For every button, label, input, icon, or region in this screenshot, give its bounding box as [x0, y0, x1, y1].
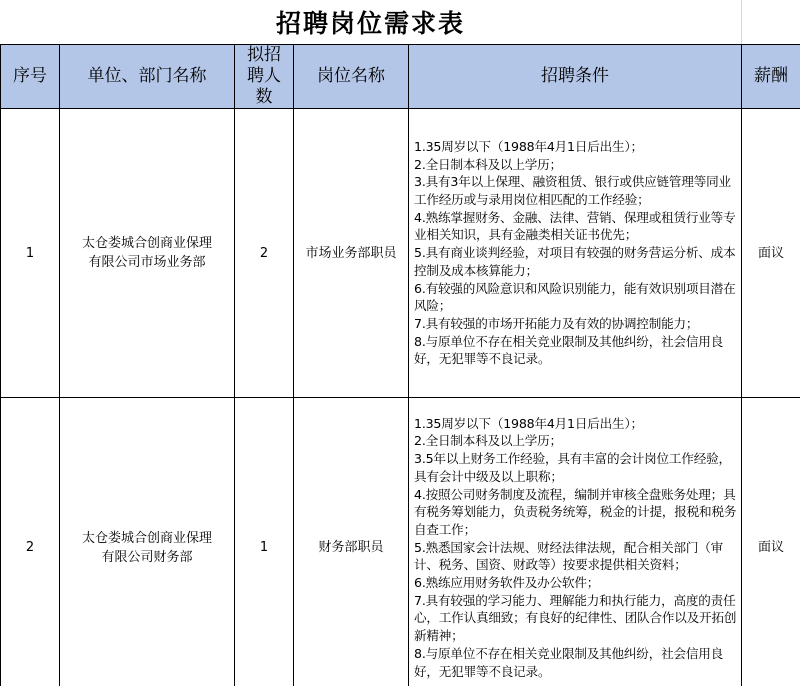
recruitment-table	[0, 44, 800, 686]
condition-line: 8.与原单位不存在相关竞业限制及其他纠纷，社会信用良好，无犯罪等不良记录。	[414, 645, 724, 679]
condition-line: 1.35周岁以下（1988年4月1日后出生）；	[414, 138, 643, 154]
condition-line: 5.熟悉国家会计法规、财经法律法规，配合相关部门（审计、税务、国资、财政等）按要求提供相关资料；	[414, 539, 724, 573]
condition-line: 3.具有3年以上保理、融资租赁、银行或供应链管理等同业工作经历或与录用岗位相匹配的工作经验；	[414, 174, 731, 208]
row-index: 2	[1, 398, 60, 686]
condition-line: 1.35周岁以下（1988年4月1日后出生）；	[414, 415, 643, 431]
condition-line: 5.具有商业谈判经验，对项目有较强的财务营运分析、成本控制及成本核算能力；	[414, 245, 736, 278]
row-conditions	[409, 398, 742, 686]
condition-line: 6.熟练应用财务软件及办公软件；	[414, 575, 600, 591]
condition-line: 4.按照公司财务制度及流程，编制并审核全盘账务处理；具有税务筹划能力，负责税务统筹，税金的计提，报税和税务自查工作；	[414, 486, 737, 537]
row-salary: 面议	[742, 398, 800, 686]
title-side-cell	[741, 0, 800, 44]
header-row	[1, 45, 800, 109]
table-row	[1, 398, 800, 686]
row-conditions	[409, 109, 742, 398]
row-count: 1	[235, 398, 294, 686]
condition-line: 8.与原单位不存在相关竞业限制及其他纠纷，社会信用良好，无犯罪等不良记录。	[414, 333, 724, 367]
condition-line: 3.5年以上财务工作经验，具有丰富的会计岗位工作经验，具有会计中级及以上职称；	[414, 451, 731, 484]
header-count: 拟招聘人数	[235, 45, 294, 109]
row-unit: 太仓娄城合创商业保理有限公司市场业务部	[60, 109, 235, 398]
header-conditions: 招聘条件	[409, 45, 742, 109]
header-position: 岗位名称	[294, 45, 409, 109]
row-index: 1	[1, 109, 60, 398]
table-row	[1, 109, 800, 398]
condition-line: 6.有较强的风险意识和风险识别能力，能有效识别项目潜在风险；	[414, 280, 736, 314]
header-index: 序号	[1, 45, 60, 109]
condition-line: 4.熟练掌握财务、金融、法律、营销、保理或租赁行业等专业相关知识，具有金融类相关证书优先；	[414, 209, 736, 243]
condition-line: 2.全日制本科及以上学历；	[414, 433, 562, 449]
row-salary: 面议	[742, 109, 800, 398]
condition-line: 7.具有较强的学习能力、理解能力和执行能力，高度的责任心，工作认真细致；有良好的纪律性、团队合作以及开拓创新精神；	[414, 592, 737, 644]
row-unit: 太仓娄城合创商业保理有限公司财务部	[60, 398, 235, 686]
row-position: 财务部职员	[294, 398, 409, 686]
row-count: 2	[235, 109, 294, 398]
condition-line: 2.全日制本科及以上学历；	[414, 156, 562, 172]
condition-line: 7.具有较强的市场开拓能力及有效的协调控制能力；	[414, 315, 699, 331]
header-salary: 薪酬	[742, 45, 800, 109]
header-unit: 单位、部门名称	[60, 45, 235, 109]
row-position: 市场业务部职员	[294, 109, 409, 398]
sheet-title: 招聘岗位需求表	[275, 9, 465, 38]
